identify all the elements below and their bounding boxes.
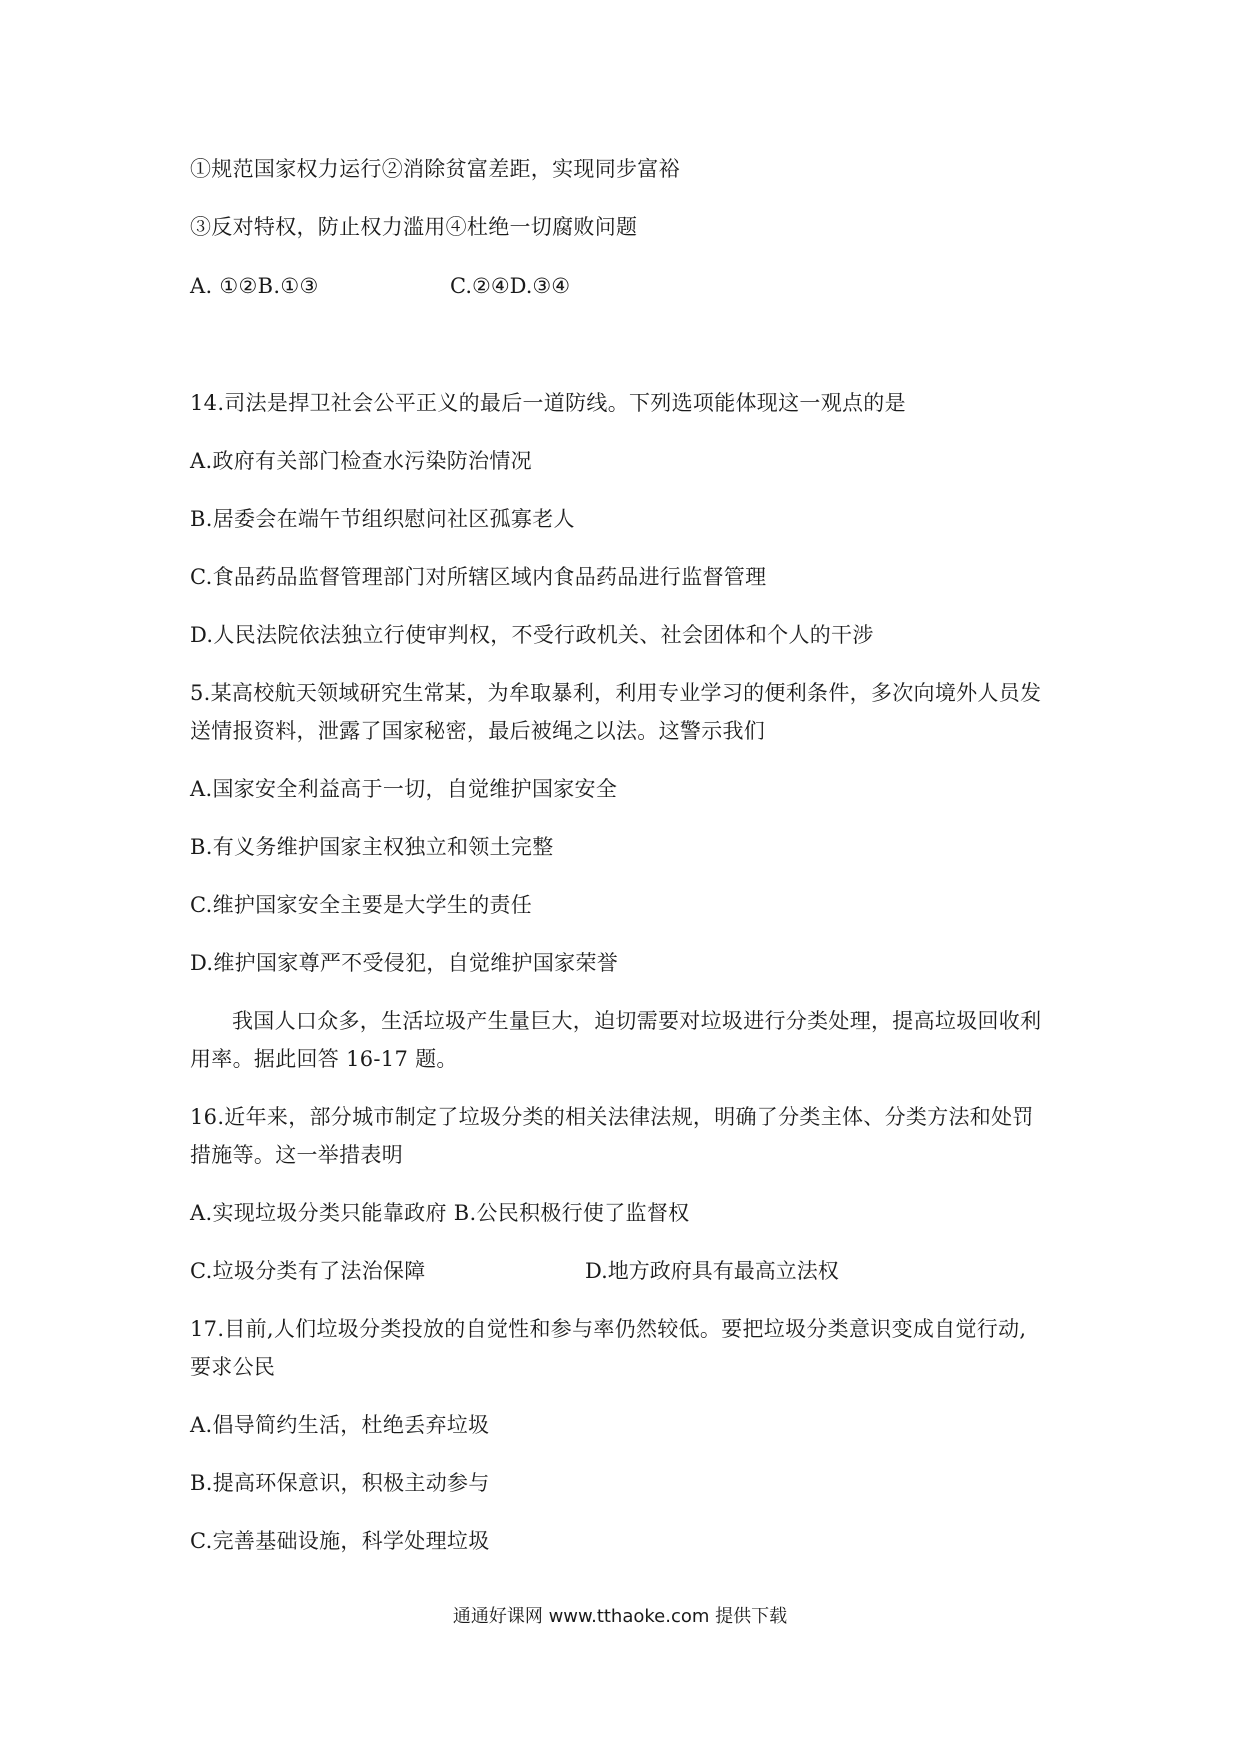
q14-option-c: C.食品药品监督管理部门对所辖区域内食品药品进行监督管理: [190, 565, 767, 589]
q16-question-line-2: 措施等。这一举措表明: [190, 1143, 403, 1167]
q15-option-d: D.维护国家尊严不受侵犯，自觉维护国家荣誉: [190, 951, 619, 975]
q15-option-a: A.国家安全利益高于一切，自觉维护国家安全: [190, 777, 618, 801]
q17-question-line-2: 要求公民: [190, 1355, 276, 1379]
q14-option-b: B.居委会在端午节组织慰问社区孤寡老人: [190, 507, 575, 531]
q16-option-d: D.地方政府具有最高立法权: [585, 1259, 839, 1283]
q16-options-ab: A.实现垃圾分类只能靠政府 B.公民积极行使了监督权: [190, 1201, 690, 1225]
intro-line-2: 用率。据此回答 16-17 题。: [190, 1047, 458, 1071]
q16-question-line-1: 16.近年来，部分城市制定了垃圾分类的相关法律法规，明确了分类主体、分类方法和处罚: [190, 1105, 1034, 1129]
intro-line-1: 我国人口众多，生活垃圾产生量巨大，迫切需要对垃圾进行分类处理，提高垃圾回收利: [232, 1009, 1042, 1033]
q17-question-line-1: 17.目前,人们垃圾分类投放的自觉性和参与率仍然较低。要把垃圾分类意识变成自觉行动,: [190, 1317, 1027, 1341]
q13-statements-1-2: ①规范国家权力运行②消除贫富差距，实现同步富裕: [190, 157, 680, 181]
q15-option-b: B.有义务维护国家主权独立和领土完整: [190, 835, 554, 859]
q17-option-b: B.提高环保意识，积极主动参与: [190, 1471, 490, 1495]
q15-question-line-2: 送情报资料，泄露了国家秘密，最后被绳之以法。这警示我们: [190, 719, 766, 743]
q15-question-line-1: 5.某高校航天领域研究生常某，为牟取暴利，利用专业学习的便利条件，多次向境外人员发: [190, 681, 1042, 705]
q14-option-d: D.人民法院依法独立行使审判权，不受行政机关、社会团体和个人的干涉: [190, 623, 874, 647]
q13-statements-3-4: ③反对特权，防止权力滥用④杜绝一切腐败问题: [190, 215, 638, 239]
q16-option-c: C.垃圾分类有了法治保障: [190, 1259, 426, 1283]
q15-option-c: C.维护国家安全主要是大学生的责任: [190, 893, 533, 917]
q17-option-a: A.倡导简约生活，杜绝丢弃垃圾: [190, 1413, 490, 1437]
q14-option-a: A.政府有关部门检查水污染防治情况: [190, 449, 532, 473]
q13-options-ab: A. ①②B.①③: [190, 274, 319, 298]
q13-options-cd: C.②④D.③④: [450, 274, 571, 298]
q17-option-c: C.完善基础设施，科学处理垃圾: [190, 1529, 490, 1553]
page-footer: 通通好课网 www.tthaoke.com 提供下载: [452, 1606, 788, 1627]
q14-question: 14.司法是捍卫社会公平正义的最后一道防线。下列选项能体现这一观点的是: [190, 391, 906, 415]
